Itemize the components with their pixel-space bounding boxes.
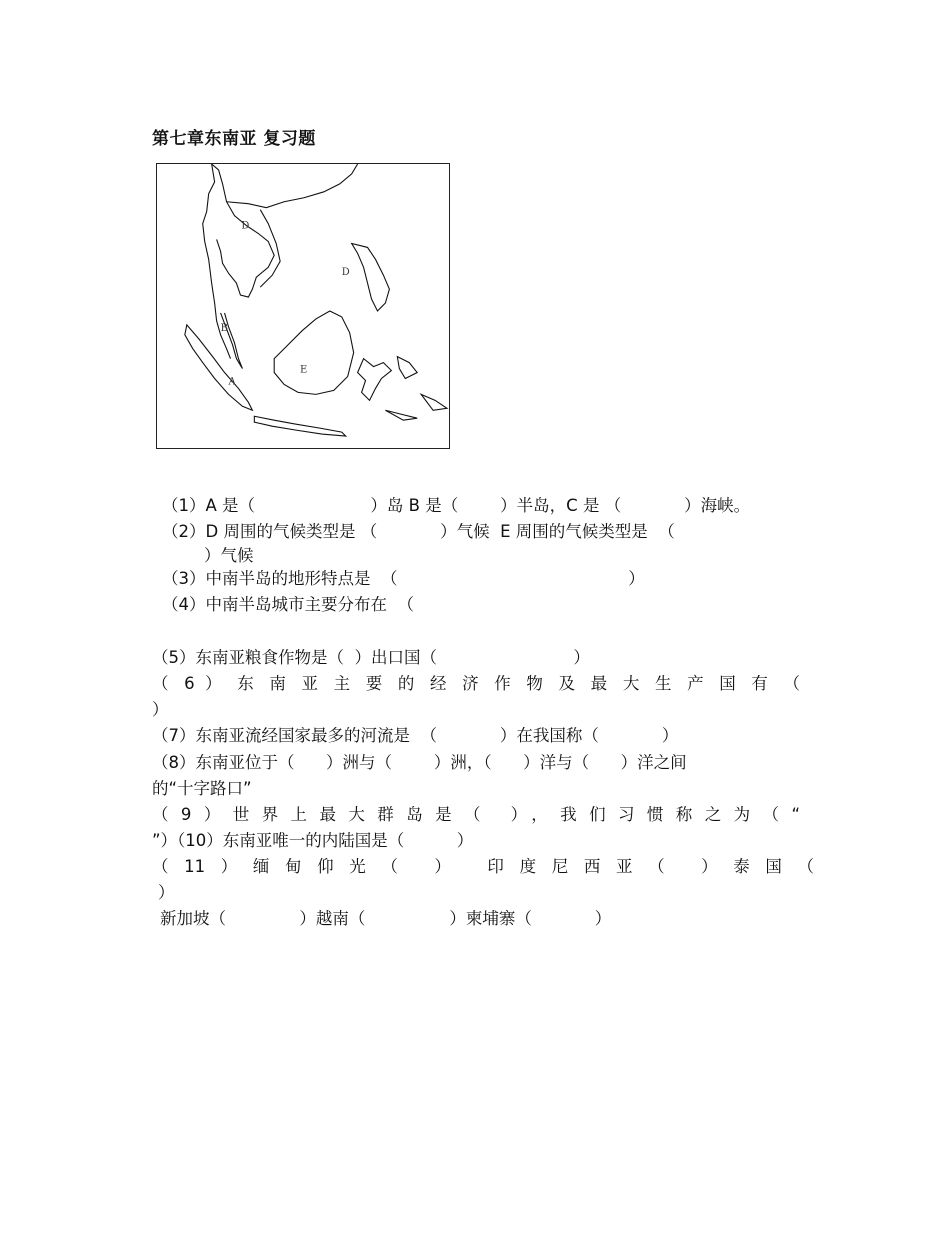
- china-coast: [227, 164, 358, 208]
- map-label-a: A: [228, 376, 236, 388]
- page-title: 第七章东南亚 复习题: [152, 129, 316, 149]
- java-outline: [254, 416, 345, 436]
- indochina-outline: [203, 164, 274, 359]
- question-6-line-2: ）: [152, 700, 169, 719]
- vietnam-coast: [260, 210, 280, 287]
- question-1: （1）A 是（ ）岛 B 是（ ）半岛，C 是 （ ）海峡。: [162, 496, 751, 515]
- map-label-b: B: [220, 322, 228, 334]
- question-6-line-1: （ 6 ） 东 南 亚 主 要 的 经 济 作 物 及 最 大 生 产 国 有 （: [152, 674, 800, 693]
- question-9-line-1: （9）世界上最大群岛是（ ），我们习惯称之为（“: [152, 805, 800, 824]
- eastern-islands: [385, 357, 447, 421]
- sulawesi-outline: [358, 359, 392, 401]
- question-11-line-1: （11）缅甸仰光（ ） 印度尼西亚（ ）泰国（: [152, 857, 814, 876]
- map-drawing: [157, 164, 449, 448]
- southeast-asia-map: [156, 163, 450, 449]
- question-4: （4）中南半岛城市主要分布在 （: [162, 595, 414, 614]
- map-label-d2: D: [341, 267, 350, 279]
- malay-peninsula: [221, 313, 243, 369]
- map-label-e: E: [300, 364, 308, 376]
- question-11-line-3: 新加坡（ ）越南（ ）柬埔寨（ ）: [160, 909, 612, 928]
- map-label-d: D: [241, 220, 250, 232]
- question-5: （5）东南亚粮食作物是（ ）出口国（ ）: [152, 648, 590, 667]
- question-8-line-1: （8）东南亚位于（ ）洲与（ ）洲，（ ）洋与（ ）洋之间: [152, 753, 687, 772]
- question-9-10-line: ”）（10）东南亚唯一的内陆国是（ ）: [152, 831, 474, 850]
- question-2-line-1: （2）D 周围的气候类型是 （ ）气候 E 周围的气候类型是 （: [162, 522, 675, 541]
- question-11-line-2: ）: [158, 883, 175, 902]
- borneo-outline: [274, 311, 353, 394]
- question-2-line-2: ）气候: [162, 546, 254, 565]
- question-8-line-2: 的“十字路口”: [152, 779, 252, 798]
- question-3: （3）中南半岛的地形特点是 （ ）: [162, 569, 645, 588]
- question-7: （7）东南亚流经国家最多的河流是 （ ）在我国称（ ）: [152, 726, 679, 745]
- philippines-outline: [352, 243, 390, 311]
